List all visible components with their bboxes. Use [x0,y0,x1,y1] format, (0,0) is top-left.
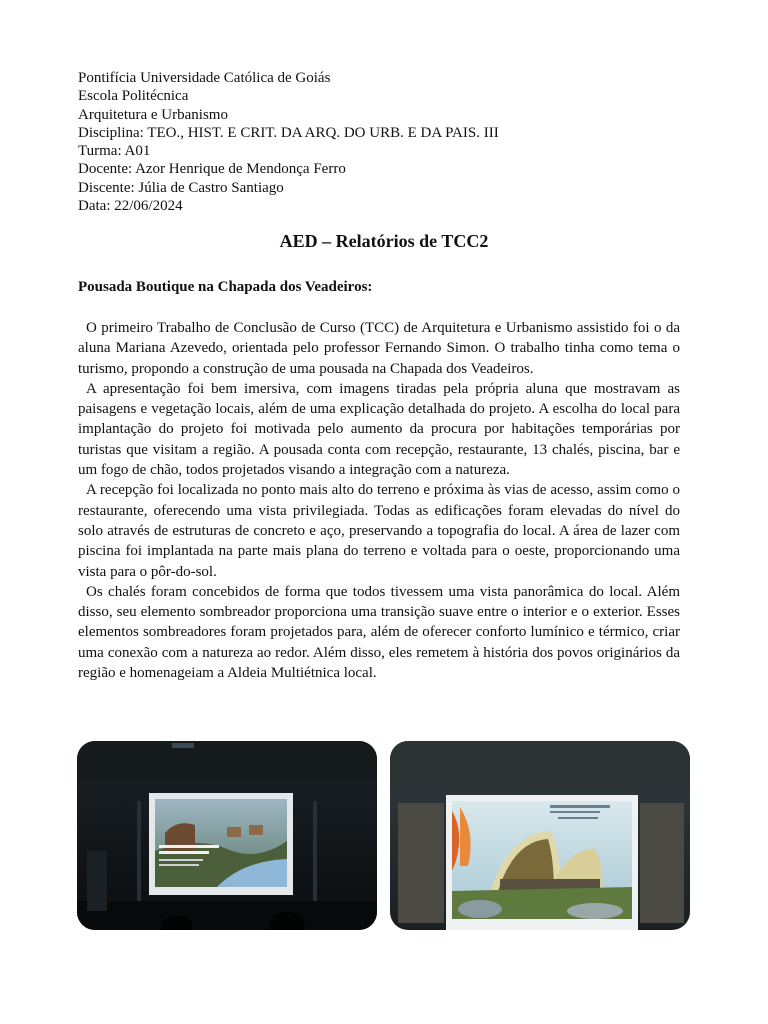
university-name: Pontifícia Universidade Católica de Goiás [78,70,331,86]
presentation-photo-right [390,741,690,930]
course-name: Arquitetura e Urbanismo [78,106,228,123]
body-text [78,318,680,683]
class-line: Turma: A01 [78,143,151,160]
section-subtitle: Pousada Boutique na Chapada dos Veadeiros: [78,279,373,295]
paragraph-4: Os chalés foram concebidos de forma que todos tivessem uma vista panorâmica do local. Além disso, seu elemento sombreador proporciona uma transição suave entre o interior e o exterior. Esses elementos sombreadores foram projetados para, além de oferecer conforto lumínico e térmico, criar uma conexão com a natureza ao redor. Além disso, eles remetem à história dos povos originários da região e homenageiam a Aldeia Multiétnica local. [78,583,680,682]
school-name: Escola Politécnica [78,88,189,105]
document-header [78,69,499,215]
paragraph-1: O primeiro Trabalho de Conclusão de Curso (TCC) de Arquitetura e Urbanismo assistido foi o da aluna Mariana Azevedo, orientada pelo professor Fernando Simon. O trabalho tinha como tema o turismo, propondo a construção de uma pousada na Chapada dos Veadeiros. [78,320,680,377]
paragraph-3: A recepção foi localizada no ponto mais alto do terreno e próxima às vias de acesso, assim como o restaurante, oferecendo uma vista privilegiada. Todas as edificações foram elevadas do nível do solo através de estruturas de concreto e aço, preservando a topografia do local. A área de lazer com piscina foi implantada na parte mais plana do terreno e voltada para o oeste, proporcionando uma vista para o pôr-do-sol. [78,482,680,580]
teacher-line: Docente: Azor Henrique de Mendonça Ferro [78,161,346,178]
presentation-photo-left [77,741,377,930]
document-title: AED – Relatórios de TCC2 [279,231,489,251]
date-line: Data: 22/06/2024 [78,198,183,215]
discipline-line: Disciplina: TEO., HIST. E CRIT. DA ARQ. DO URB. E DA PAIS. III [78,124,499,141]
student-line: Discente: Júlia de Castro Santiago [78,179,284,196]
paragraph-2: A apresentação foi bem imersiva, com imagens tiradas pela própria aluna que mostravam as paisagens e vegetação locais, além de uma explicação detalhada do projeto. A escolha do local para implantação do projeto foi motivada pelo aumento da procura por habitações temporárias por turistas que visitam a região. A pousada conta com recepção, restaurante, 13 chalés, piscina, bar e um fogo de chão, todos projetados visando a integração com a natureza. [78,380,680,479]
auditorium-image-right [390,741,690,930]
auditorium-image-left [77,741,377,930]
